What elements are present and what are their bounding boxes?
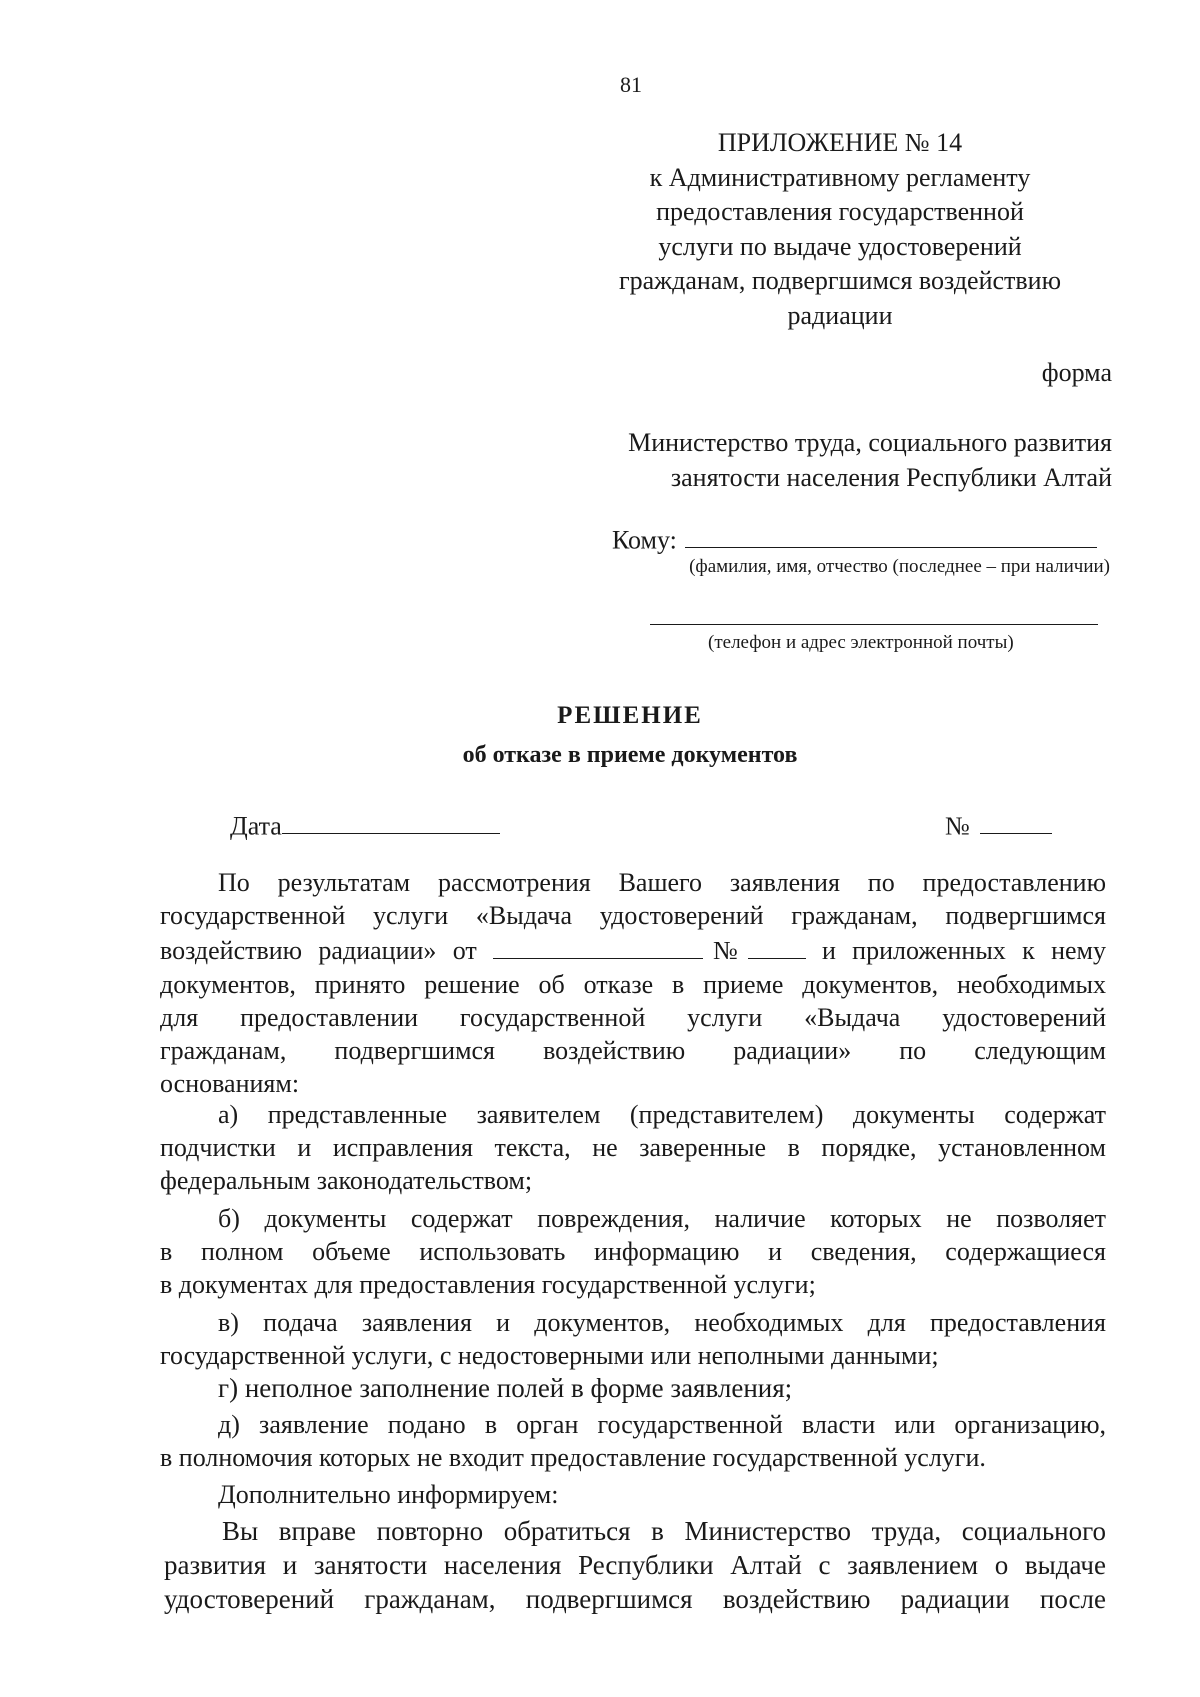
text-line: федеральным законодательством; (160, 1166, 533, 1196)
number-label: № (945, 811, 970, 841)
text-line: Дополнительно информируем: (218, 1480, 559, 1509)
closing-paragraph (164, 1514, 1106, 1616)
text-line: По результатам рассмотрения Вашего заявления по предоставлению (218, 868, 1106, 897)
application-number-blank[interactable] (748, 932, 806, 959)
appendix-line: к Административному регламенту (649, 162, 1031, 192)
date-label: Дата (230, 811, 282, 841)
text-line: г) неполное заполнение полей в форме заявления; (218, 1373, 793, 1403)
text-line: в полном объеме использовать информацию и сведения, содержащиеся (160, 1237, 1106, 1267)
document-title: РЕШЕНИЕ (557, 702, 703, 729)
reason-d (160, 1408, 1106, 1474)
text-line-with-blanks (160, 932, 1106, 967)
recipient-blank-line[interactable] (685, 520, 1097, 548)
text-line: подчистки и исправления текста, не заверенные в порядке, установленном (160, 1133, 1106, 1163)
contact-hint: (телефон и адрес электронной почты) (708, 632, 1014, 653)
text-line: в) подача заявления и документов, необходимых для предоставления (218, 1308, 1106, 1337)
date-blank-line[interactable] (282, 806, 500, 834)
text-line: государственной услуги «Выдача удостоверений гражданам, подвергшимся (160, 901, 1106, 931)
appendix-line: радиации (787, 300, 893, 330)
organization-line: занятости населения Республики Алтай (670, 463, 1112, 492)
form-label: форма (1041, 358, 1112, 387)
text-line: гражданам, подвергшимся воздействию радиации» по следующим (160, 1036, 1106, 1066)
appendix-title: ПРИЛОЖЕНИЕ № 14 (717, 128, 963, 157)
contact-blank-line[interactable] (650, 624, 1098, 625)
reason-g (160, 1372, 1106, 1405)
reason-a (160, 1098, 1106, 1198)
appendix-line: услуги по выдаче удостоверений (658, 231, 1022, 261)
number-field (945, 806, 1052, 841)
appendix-line: гражданам, подвергшимся воздействию (618, 266, 1062, 295)
text-fragment: № (703, 936, 748, 966)
text-line: государственной услуги, с недостоверными или неполными данными; (160, 1341, 939, 1371)
text-fragment: воздействию радиации» от (160, 936, 477, 966)
organization-name (628, 425, 1112, 495)
paragraph-main (160, 866, 1106, 1100)
recipient-label: Кому: (612, 525, 677, 555)
text-line: документов, принято решение об отказе в приеме документов, необходимых (160, 969, 1106, 999)
recipient-hint: (фамилия, имя, отчество (последнее – при наличии) (689, 556, 1110, 577)
text-line: Вы вправе повторно обратиться в Министерство труда, социального (222, 1516, 1106, 1546)
text-line: основаниям: (160, 1069, 300, 1099)
text-fragment: и приложенных к нему (821, 936, 1107, 966)
document-subtitle: об отказе в приеме документов (462, 742, 798, 768)
recipient-field (612, 520, 1097, 555)
number-blank-line[interactable] (980, 806, 1052, 834)
reason-v (160, 1306, 1106, 1372)
application-date-blank[interactable] (493, 932, 703, 959)
date-field (230, 806, 500, 841)
text-line: а) представленные заявителем (представителем) документы содержат (218, 1100, 1106, 1129)
text-line: развития и занятости населения Республики Алтай с заявлением о выдаче (164, 1550, 1106, 1580)
page-number: 81 (620, 72, 642, 97)
text-line: в полномочия которых не входит предоставление государственной услуги. (160, 1443, 986, 1473)
additional-info (160, 1478, 1106, 1511)
appendix-header (560, 126, 1120, 333)
text-line: в документах для предоставления государственной услуги; (160, 1270, 816, 1300)
text-line: удостоверений гражданам, подвергшимся воздействию радиации после (164, 1584, 1106, 1614)
text-line: д) заявление подано в орган государственной власти или организацию, (218, 1410, 1106, 1439)
text-line: б) документы содержат повреждения, наличие которых не позволяет (218, 1204, 1106, 1233)
appendix-line: предоставления государственной (656, 197, 1024, 226)
organization-line: Министерство труда, социального развития (628, 428, 1112, 457)
reason-b (160, 1202, 1106, 1302)
text-line: для предоставлении государственной услуги «Выдача удостоверений (160, 1002, 1106, 1032)
